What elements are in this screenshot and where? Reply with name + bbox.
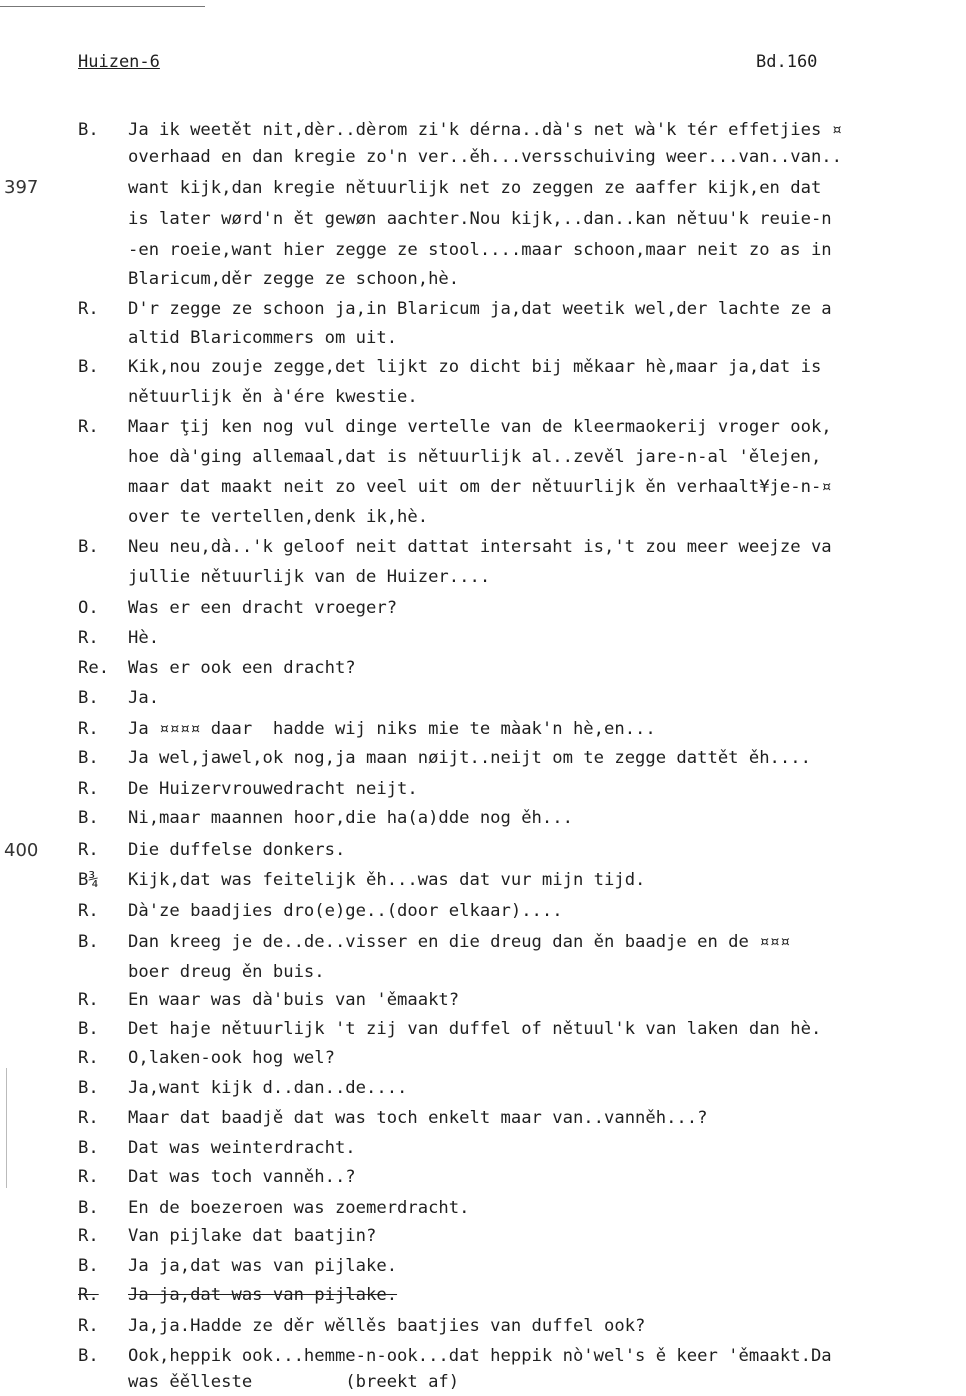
speaker-label: R. bbox=[78, 901, 99, 921]
speaker-label: O. bbox=[78, 598, 99, 618]
utterance-text: Ni,maar maannen hoor,die ha(a)dde nog ěh... bbox=[128, 808, 573, 828]
transcript-line bbox=[0, 624, 966, 652]
transcript-line bbox=[0, 866, 966, 894]
speaker-label: B. bbox=[78, 748, 99, 768]
utterance-text: want kijk,dan kregie nětuurlijk net zo zeggen ze aaffer kijk,en dat bbox=[128, 178, 822, 198]
utterance-text: En waar was dà'buis van 'ěmaakt? bbox=[128, 990, 460, 1010]
utterance-text: was ěělleste (breekt af) bbox=[128, 1372, 460, 1392]
speaker-label: R. bbox=[78, 1048, 99, 1068]
utterance-text: Blaricum,děr zegge ze schoon,hè. bbox=[128, 269, 460, 289]
speaker-label: B. bbox=[78, 808, 99, 828]
utterance-text: Maar dat baadjě dat was toch enkelt maar van..vanněh...? bbox=[128, 1108, 708, 1128]
transcript-line bbox=[0, 1104, 966, 1132]
utterance-text: over te vertellen,denk ik,hè. bbox=[128, 507, 429, 527]
speaker-label: R. bbox=[78, 990, 99, 1010]
transcript-line bbox=[0, 1074, 966, 1102]
speaker-label: B. bbox=[78, 1346, 99, 1366]
speaker-label: B. bbox=[78, 120, 99, 140]
speaker-label: R. bbox=[78, 1226, 99, 1246]
utterance-text: Dat was weinterdracht. bbox=[128, 1138, 356, 1158]
utterance-text: Ja ¤¤¤¤ daar hadde wij niks mie te màak'n hè,en... bbox=[128, 719, 656, 739]
utterance-text: Van pijlake dat baatjin? bbox=[128, 1226, 377, 1246]
utterance-text: altid Blaricommers om uit. bbox=[128, 328, 398, 348]
utterance-text: overhaad en dan kregie zo'n ver..ěh...versschuiving weer...van..van.. bbox=[128, 147, 842, 167]
utterance-text: Dà'ze baadjies dro(e)ge..(door elkaar).... bbox=[128, 901, 563, 921]
transcript-line bbox=[0, 383, 966, 411]
transcript-line bbox=[0, 1281, 966, 1309]
utterance-text: Hè. bbox=[128, 628, 160, 648]
utterance-text: Ja ja,dat was van pijlake. bbox=[128, 1256, 398, 1276]
utterance-text: Ja. bbox=[128, 688, 160, 708]
speaker-label: B. bbox=[78, 1198, 99, 1218]
speaker-label: B. bbox=[78, 1078, 99, 1098]
utterance-text: maar dat maakt neit zo veel uit om der nětuurlijk ěn verhaalt¥je-n-¤ bbox=[128, 477, 832, 497]
transcript-line bbox=[0, 715, 966, 743]
transcript-line bbox=[0, 1342, 966, 1370]
transcript-line bbox=[0, 236, 966, 264]
utterance-text: Ja,want kijk d..dan..de.... bbox=[128, 1078, 408, 1098]
utterance-text: O,laken-ook hog wel? bbox=[128, 1048, 335, 1068]
transcript-line bbox=[0, 775, 966, 803]
speaker-label: Re. bbox=[78, 658, 110, 678]
speaker-label: R. bbox=[78, 1285, 99, 1305]
page-title: Huizen-6 bbox=[78, 52, 160, 72]
utterance-text: Was er een dracht vroeger? bbox=[128, 598, 398, 618]
transcript-line bbox=[0, 744, 966, 772]
utterance-text: hoe dà'ging allemaal,dat is nětuurlijk al..zevěl jare-n-al 'ělejen, bbox=[128, 447, 822, 467]
transcript-line bbox=[0, 265, 966, 293]
tape-reference: Bd.160 bbox=[756, 52, 818, 72]
transcript-line bbox=[0, 324, 966, 352]
speaker-label: R. bbox=[78, 299, 99, 319]
transcript-line bbox=[0, 986, 966, 1014]
utterance-text: Kik,nou zouje zegge,det lijkt zo dicht bij měkaar hè,maar ja,dat is bbox=[128, 357, 822, 377]
speaker-label: R. bbox=[78, 779, 99, 799]
utterance-text: Kijk,dat was feitelijk ěh...was dat vur mijn tijd. bbox=[128, 870, 646, 890]
utterance-text: Neu neu,dà..'k geloof neit dattat intersaht is,'t zou meer weejze va bbox=[128, 537, 832, 557]
transcript-line bbox=[0, 503, 966, 531]
transcript-line bbox=[0, 654, 966, 682]
utterance-text: Die duffelse donkers. bbox=[128, 840, 346, 860]
utterance-text: Dat was toch vanněh..? bbox=[128, 1167, 356, 1187]
utterance-text: De Huizervrouwedracht neijt. bbox=[128, 779, 418, 799]
speaker-label: B¾ bbox=[78, 870, 99, 890]
speaker-label: B. bbox=[78, 1019, 99, 1039]
transcript-line bbox=[0, 836, 966, 864]
transcript-line bbox=[0, 1194, 966, 1222]
utterance-text: nětuurlijk ěn à'ére kwestie. bbox=[128, 387, 418, 407]
utterance-text: Ook,heppik ook...hemme-n-ook...dat heppik nò'wel's ě keer 'ěmaakt.Da bbox=[128, 1346, 832, 1366]
transcript-line bbox=[0, 1222, 966, 1250]
utterance-text: D'r zegge ze schoon ja,in Blaricum ja,dat weetik wel,der lachte ze a bbox=[128, 299, 832, 319]
transcript-line bbox=[0, 897, 966, 925]
transcript-line bbox=[0, 443, 966, 471]
transcript-line bbox=[0, 684, 966, 712]
transcript-line bbox=[0, 413, 966, 441]
speaker-label: R. bbox=[78, 1167, 99, 1187]
transcript-line bbox=[0, 353, 966, 381]
speaker-label: R. bbox=[78, 1316, 99, 1336]
utterance-text: jullie nětuurlijk van de Huizer.... bbox=[128, 567, 491, 587]
speaker-label: R. bbox=[78, 840, 99, 860]
speaker-label: R. bbox=[78, 628, 99, 648]
transcript-line bbox=[0, 1044, 966, 1072]
utterance-text: Maar ţij ken nog vul dinge vertelle van de kleermaokerij vroger ook, bbox=[128, 417, 832, 437]
utterance-text: Ja ik weetět nit,dèr..dèrom zi'k dérna..dà's net wà'k tér effetjies ¤ bbox=[128, 120, 842, 140]
speaker-label: B. bbox=[78, 1256, 99, 1276]
speaker-label: B. bbox=[78, 537, 99, 557]
utterance-text: Det haje nětuurlijk 't zij van duffel of nětuul'k van laken dan hè. bbox=[128, 1019, 822, 1039]
utterance-text: Ja ja,dat was van pijlake. bbox=[128, 1285, 398, 1305]
transcript-line bbox=[0, 174, 966, 202]
transcript-line bbox=[0, 116, 966, 144]
transcript-line bbox=[0, 143, 966, 171]
utterance-text: is later wørd'n ět gewøn aachter.Nou kijk,..dan..kan nětuu'k reuie-n bbox=[128, 209, 832, 229]
transcript-line bbox=[0, 1312, 966, 1340]
speaker-label: R. bbox=[78, 417, 99, 437]
utterance-text: Dan kreeg je de..de..visser en die dreug dan ěn baadje en de ¤¤¤ bbox=[128, 932, 791, 952]
speaker-label: B. bbox=[78, 1138, 99, 1158]
transcript-line bbox=[0, 928, 966, 956]
utterance-text: Ja,ja.Hadde ze děr wěllěs baatjies van duffel ook? bbox=[128, 1316, 646, 1336]
transcript-line bbox=[0, 295, 966, 323]
transcript-line bbox=[0, 533, 966, 561]
speaker-label: B. bbox=[78, 932, 99, 952]
transcript-line bbox=[0, 1015, 966, 1043]
transcript-line bbox=[0, 473, 966, 501]
transcript-line bbox=[0, 1252, 966, 1280]
utterance-text: Ja wel,jawel,ok nog,ja maan nøijt..neijt om te zegge dattět ěh.... bbox=[128, 748, 811, 768]
utterance-text: Was er ook een dracht? bbox=[128, 658, 356, 678]
transcript-line bbox=[0, 594, 966, 622]
transcript-line bbox=[0, 205, 966, 233]
transcript-line bbox=[0, 1163, 966, 1191]
speaker-label: R. bbox=[78, 719, 99, 739]
speaker-label: B. bbox=[78, 688, 99, 708]
transcript-line bbox=[0, 1134, 966, 1162]
transcript-line bbox=[0, 804, 966, 832]
transcript-line bbox=[0, 1368, 966, 1396]
utterance-text: boer dreug ěn buis. bbox=[128, 962, 325, 982]
transcript-line bbox=[0, 958, 966, 986]
margin-line-number: 400 bbox=[4, 840, 39, 861]
margin-line-number: 397 bbox=[4, 177, 39, 198]
transcript-line bbox=[0, 563, 966, 591]
utterance-text: En de boezeroen was zoemerdracht. bbox=[128, 1198, 470, 1218]
speaker-label: R. bbox=[78, 1108, 99, 1128]
speaker-label: B. bbox=[78, 357, 99, 377]
utterance-text: -en roeie,want hier zegge ze stool....maar schoon,maar neit zo as in bbox=[128, 240, 832, 260]
